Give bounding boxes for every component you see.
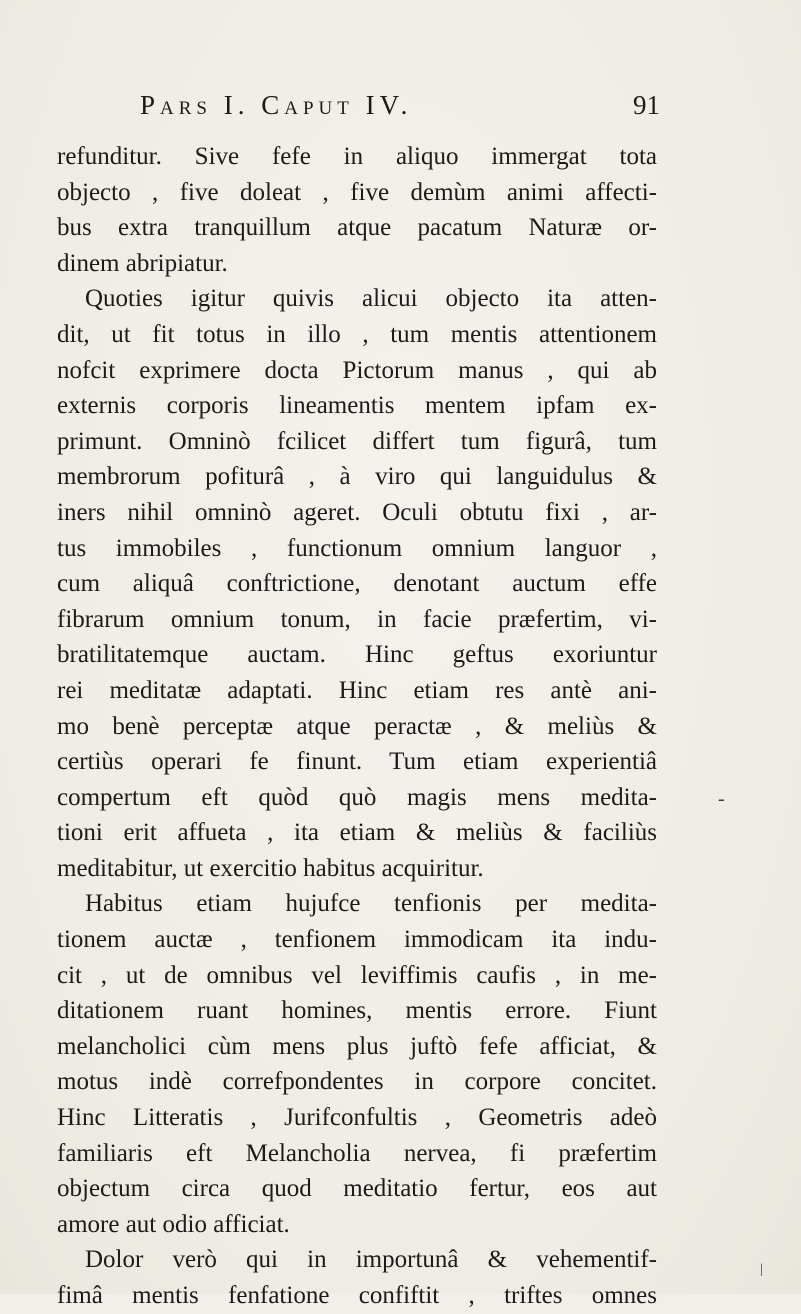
text-line: dit, ut fit totus in illo , tum mentis attentionem [57,320,657,348]
text-line: fimâ mentis fenfatione confiftit , triftes omnes [57,1282,657,1309]
text-line: meditabitur, ut exercitio habitus acquiritur. [57,854,484,882]
text-line: compertum eft quòd quò magis mens medita- [57,783,657,811]
text-line: refunditur. Sive fefe in aliquo immergat tota [57,143,657,170]
text-line: primunt. Omninò fcilicet differt tum figurâ, tum [57,427,657,455]
text-line: dinem abripiatur. [57,249,228,277]
text-line: cit , ut de omnibus vel leviffimis caufis , in me- [57,961,657,989]
text-line: iners nihil omninò ageret. Oculi obtutu fixi , ar- [57,498,657,526]
text-line: amore aut odio afficiat. [57,1210,290,1238]
text-line: Quoties igitur quivis alicui objecto ita atten- [85,285,657,313]
text-line: tionem auctæ , tenfionem immodicam ita indu- [57,926,657,954]
text-line: ditationem ruant homines, mentis errore. Fiunt [57,997,657,1025]
text-line: certiùs operari fe finunt. Tum etiam experientiâ [57,748,657,776]
text-line: Habitus etiam hujufce tenfionis per medita- [85,890,657,918]
margin-mark: - [718,788,725,810]
text-line: nofcit exprimere docta Pictorum manus , qui ab [57,356,657,384]
text-line: mo benè perceptæ atque peractæ , & meliùs & [57,712,657,740]
text-line: bus extra tranquillum atque pacatum Naturæ or- [57,214,657,242]
page-number: 91 [633,90,660,120]
text-line: cum aliquâ conftrictione, denotant auctum effe [57,570,657,598]
text-line: familiaris eft Melancholia nervea, fi præfertim [57,1139,657,1167]
text-line: objectum circa quod meditatio fertur, eos aut [57,1175,657,1203]
text-line: tioni erit affueta , ita etiam & meliùs & faciliùs [57,819,657,847]
body-text [57,139,657,1314]
text-line: externis corporis lineamentis mentem ipfam ex- [57,392,657,420]
running-title: Pars I. Caput IV. [140,90,413,120]
page-header [140,90,660,130]
text-line: fibrarum omnium tonum, in facie præfertim, vi- [57,605,657,633]
text-line: bratilitatemque auctam. Hinc geftus exoriuntur [57,641,657,669]
text-line: Dolor verò qui in importunâ & vehementif- [85,1246,657,1274]
text-line: objecto , five doleat , five demùm animi affecti- [57,178,657,206]
text-line: membrorum pofiturâ , à viro qui languidulus & [57,463,657,491]
text-line: rei meditatæ adaptati. Hinc etiam res antè ani- [57,676,657,704]
text-line: Hinc Litteratis , Jurifconfultis , Geometris adeò [57,1104,657,1132]
text-line: motus indè correfpondentes in corpore concitet. [57,1068,657,1096]
text-line: melancholici cùm mens plus juftò fefe afficiat, & [57,1032,657,1060]
text-line: tus immobiles , functionum omnium languor , [57,534,657,562]
margin-mark: | [760,1262,763,1277]
